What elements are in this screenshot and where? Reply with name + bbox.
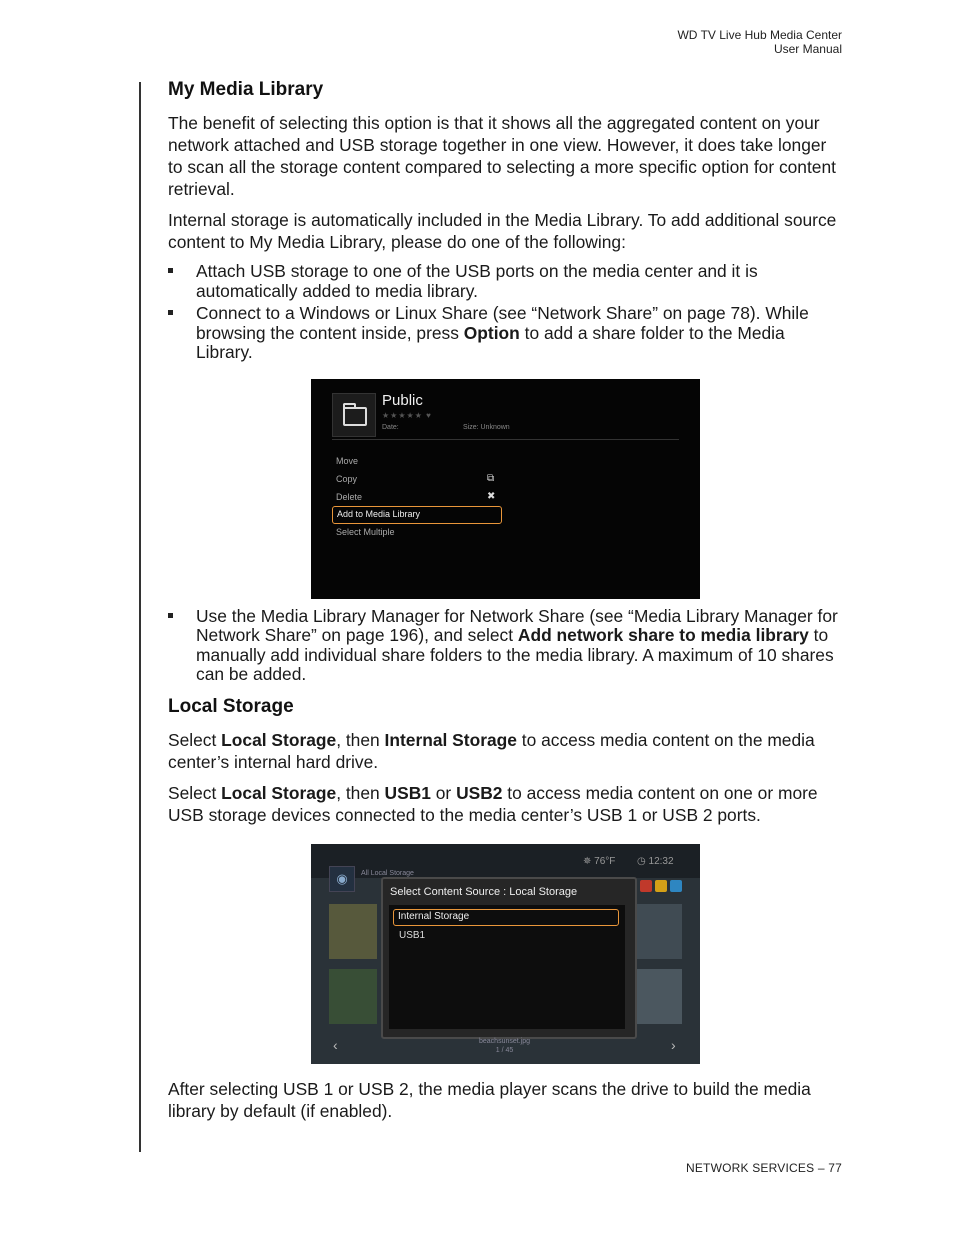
bullet-item <box>168 304 840 363</box>
delete-icon: ✖ <box>487 490 496 502</box>
screenshot-folder-options <box>311 379 700 599</box>
thumbnail <box>636 969 682 1024</box>
page-counter: 1 / 45 <box>495 1046 514 1054</box>
color-button-yellow <box>655 880 667 892</box>
next-icon[interactable]: › <box>671 1036 676 1053</box>
bullet-marker <box>168 310 173 315</box>
paragraph-internal: Select Local Storage, then Internal Storage to access media content on the media center’s internal hard drive. <box>168 729 815 772</box>
menu-item-move[interactable]: Move <box>336 455 359 466</box>
folder-tile <box>332 393 376 437</box>
clock: ◷ 12:32 <box>637 855 674 867</box>
copy-icon: ⧉ <box>487 472 495 484</box>
bullet-marker <box>168 268 173 273</box>
bullet-text: Attach USB storage to one of the USB ports on the media center and it is automatically added to media library. <box>196 261 758 301</box>
paragraph-internal-storage: Internal storage is automatically included in the Media Library. To add additional source content to My Media Library, please do one of the following: <box>168 210 837 252</box>
breadcrumb: All Local Storage <box>361 869 414 877</box>
file-caption <box>479 1037 530 1055</box>
option-usb1[interactable]: USB1 <box>399 929 426 941</box>
menu-item-label: Add to Media Library <box>337 508 421 519</box>
temperature: ✵ 76°F <box>583 855 616 867</box>
bullet-text-post: to manually add individual share folders to the media library. A maximum of 10 shares can be added. <box>196 625 834 684</box>
header-product: WD TV Live Hub Media Center <box>677 28 842 42</box>
prev-icon[interactable]: ‹ <box>333 1036 338 1053</box>
menu-item-select-multiple[interactable]: Select Multiple <box>336 526 395 537</box>
screenshot-content-source <box>311 844 700 1064</box>
bullet-list-2 <box>168 607 840 685</box>
divider <box>332 439 679 440</box>
size-label: Size: Unknown <box>463 423 510 431</box>
file-name: beachsunset.jpg <box>479 1037 530 1045</box>
bullet-item <box>168 262 840 301</box>
section-heading-media-library: My Media Library <box>168 79 324 100</box>
menu-item-add-to-media-library[interactable] <box>332 506 502 524</box>
section-heading-local-storage: Local Storage <box>168 695 294 717</box>
bullet-text-pre: Use the Media Library Manager for Network Share (see “Media Library Manager for Network Share” on page 196), and select <box>196 605 838 645</box>
menu-item-delete[interactable]: Delete <box>336 491 363 502</box>
header-manual: User Manual <box>773 42 842 56</box>
option-internal-storage[interactable] <box>393 909 619 926</box>
color-button-blue <box>670 880 682 892</box>
option-label: Internal Storage <box>398 910 470 922</box>
paragraph-usb: Select Local Storage, then USB1 or USB2 to access media content on one or more USB storage devices connected to the media center’s USB 1 or USB 2 ports. <box>168 782 818 825</box>
paragraph-benefit: The benefit of selecting this option is that it shows all the aggregated content on your network attached and USB storage together in one view. However, it does take longer to scan all the storage content compared to selecting a more specific option for content retrieval. <box>168 113 836 199</box>
option-list <box>389 905 625 1029</box>
page-footer: NETWORK SERVICES – 77 <box>685 1161 842 1175</box>
thumbnail <box>329 904 377 959</box>
left-margin-rule <box>139 82 141 1152</box>
bullet-list-1 <box>168 262 840 363</box>
date-label: Date: <box>382 423 399 431</box>
page-content <box>168 78 840 1131</box>
bullet-text-post: to add a share folder to the Media Library. <box>196 322 785 362</box>
menu-item-copy[interactable]: Copy <box>336 473 358 484</box>
bullet-bold: Add network share to media library <box>517 625 809 645</box>
bullet-item <box>168 607 840 685</box>
dialog-title: Select Content Source : Local Storage <box>390 885 578 898</box>
bullet-bold: Option <box>463 322 520 343</box>
color-button-red <box>640 880 652 892</box>
content-source-dialog <box>381 877 637 1039</box>
paragraph-after-selecting: After selecting USB 1 or USB 2, the media player scans the drive to build the media library by default (if enabled). <box>168 1078 811 1121</box>
rating-stars: ★★★★★ ♥ <box>382 410 432 420</box>
bullet-text-pre: Connect to a Windows or Linux Share (see “Network Share” on page 78). While browsing the content inside, press <box>196 303 809 343</box>
page-header <box>677 28 842 56</box>
folder-title: Public <box>382 391 423 409</box>
camera-icon: ◉ <box>329 866 355 892</box>
bullet-marker <box>168 613 173 618</box>
thumbnail <box>636 904 682 959</box>
thumbnail <box>329 969 377 1024</box>
